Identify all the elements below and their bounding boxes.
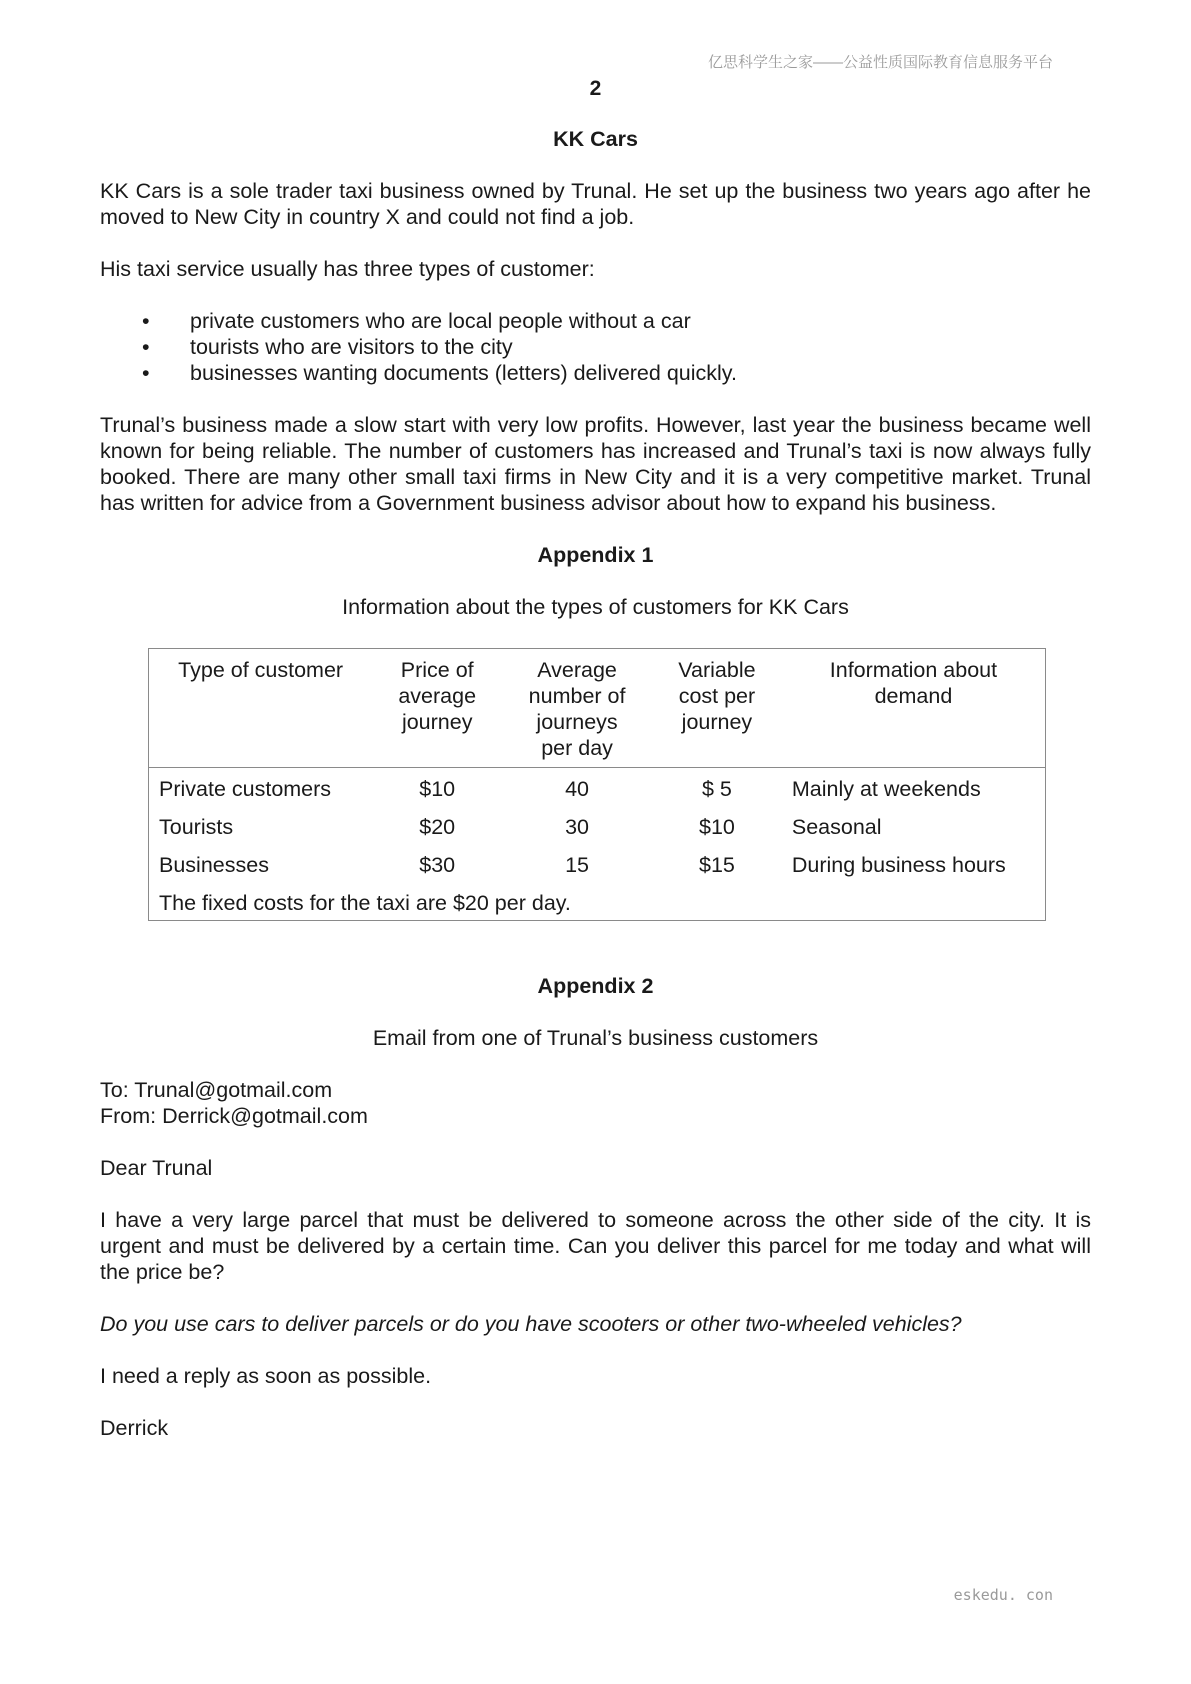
col-header-type: Type of customer (178, 658, 344, 682)
cell-journeys: 15 (565, 853, 590, 877)
customer-types-intro: His taxi service usually has three types of customer: (100, 257, 595, 281)
email-reply-request: I need a reply as soon as possible. (100, 1364, 432, 1388)
fixed-costs-note: The fixed costs for the taxi are $20 per day. (159, 891, 571, 915)
email-body-paragraph: I have a very large parcel that must be delivered to someone across the other side of the city. It is urgent and must be delivered by a certain time. Can you deliver this parcel for me today and what will the price be? (100, 1208, 1091, 1284)
page-content (100, 126, 1091, 1441)
col-header-demand: Information about demand (829, 658, 998, 708)
customer-types-table (148, 648, 1046, 921)
email-to: To: Trunal@gotmail.com (100, 1078, 333, 1102)
appendix1-caption: Information about the types of customers for KK Cars (342, 595, 849, 619)
bullet-icon: • (142, 309, 150, 333)
customer-types-list (100, 308, 1091, 386)
cell-type: Businesses (159, 853, 269, 877)
cell-cost: $15 (698, 853, 735, 877)
cell-price: $20 (419, 815, 456, 839)
watermark-text: 亿思科学生之家——公益性质国际教育信息服务平台 (707, 54, 1053, 71)
cell-journeys: 40 (565, 777, 590, 801)
bullet-icon: • (142, 361, 150, 385)
cell-type: Tourists (159, 815, 234, 839)
table-row (149, 768, 1046, 809)
table-row (149, 846, 1046, 884)
list-item: • private customers who are local people without a car (142, 309, 691, 333)
col-header-journeys: Average number of journeys per day (528, 658, 626, 760)
cell-type: Private customers (159, 777, 332, 801)
table-header-row (149, 649, 1046, 768)
table-row (149, 808, 1046, 846)
cell-cost: $10 (698, 815, 735, 839)
cell-demand: Seasonal (791, 815, 882, 839)
cell-cost: $ 5 (701, 777, 732, 801)
email-question-paragraph: Do you use cars to deliver parcels or do you have scooters or other two-wheeled vehicles? (100, 1312, 962, 1336)
cell-demand: Mainly at weekends (791, 777, 981, 801)
cell-journeys: 30 (565, 815, 590, 839)
footer-watermark: eskedu. con (953, 1586, 1053, 1604)
cell-price: $30 (419, 853, 456, 877)
table-row (149, 884, 1046, 921)
business-paragraph: Trunal’s business made a slow start with very low profits. However, last year the business became well known for being reliable. The number of customers has increased and Trunal’s taxi is now always fully booked. There are many other small taxi firms in New City and it is a very competitive market. Trunal has written for advice from a Government business advisor about how to expand his business. (100, 413, 1091, 515)
col-header-cost: Variable cost per journey (678, 658, 756, 734)
page-number: 2 (589, 77, 602, 100)
email-from: From: Derrick@gotmail.com (100, 1104, 368, 1128)
cell-demand: During business hours (791, 853, 1006, 877)
bullet-icon: • (142, 335, 150, 359)
list-item: • tourists who are visitors to the city (142, 335, 513, 359)
email-signoff: Derrick (100, 1416, 169, 1440)
page-title: KK Cars (553, 127, 638, 151)
appendix2-caption: Email from one of Trunal’s business customers (372, 1026, 819, 1050)
intro-paragraph: KK Cars is a sole trader taxi business owned by Trunal. He set up the business two years ago after he moved to New City in country X and could not find a job. (100, 179, 1091, 229)
appendix2-heading: Appendix 2 (537, 974, 654, 998)
email-salutation: Dear Trunal (100, 1156, 213, 1180)
col-header-price: Price of average journey (398, 658, 477, 734)
list-item: • businesses wanting documents (letters) delivered quickly. (142, 361, 737, 385)
cell-price: $10 (419, 777, 456, 801)
appendix1-heading: Appendix 1 (537, 543, 654, 567)
